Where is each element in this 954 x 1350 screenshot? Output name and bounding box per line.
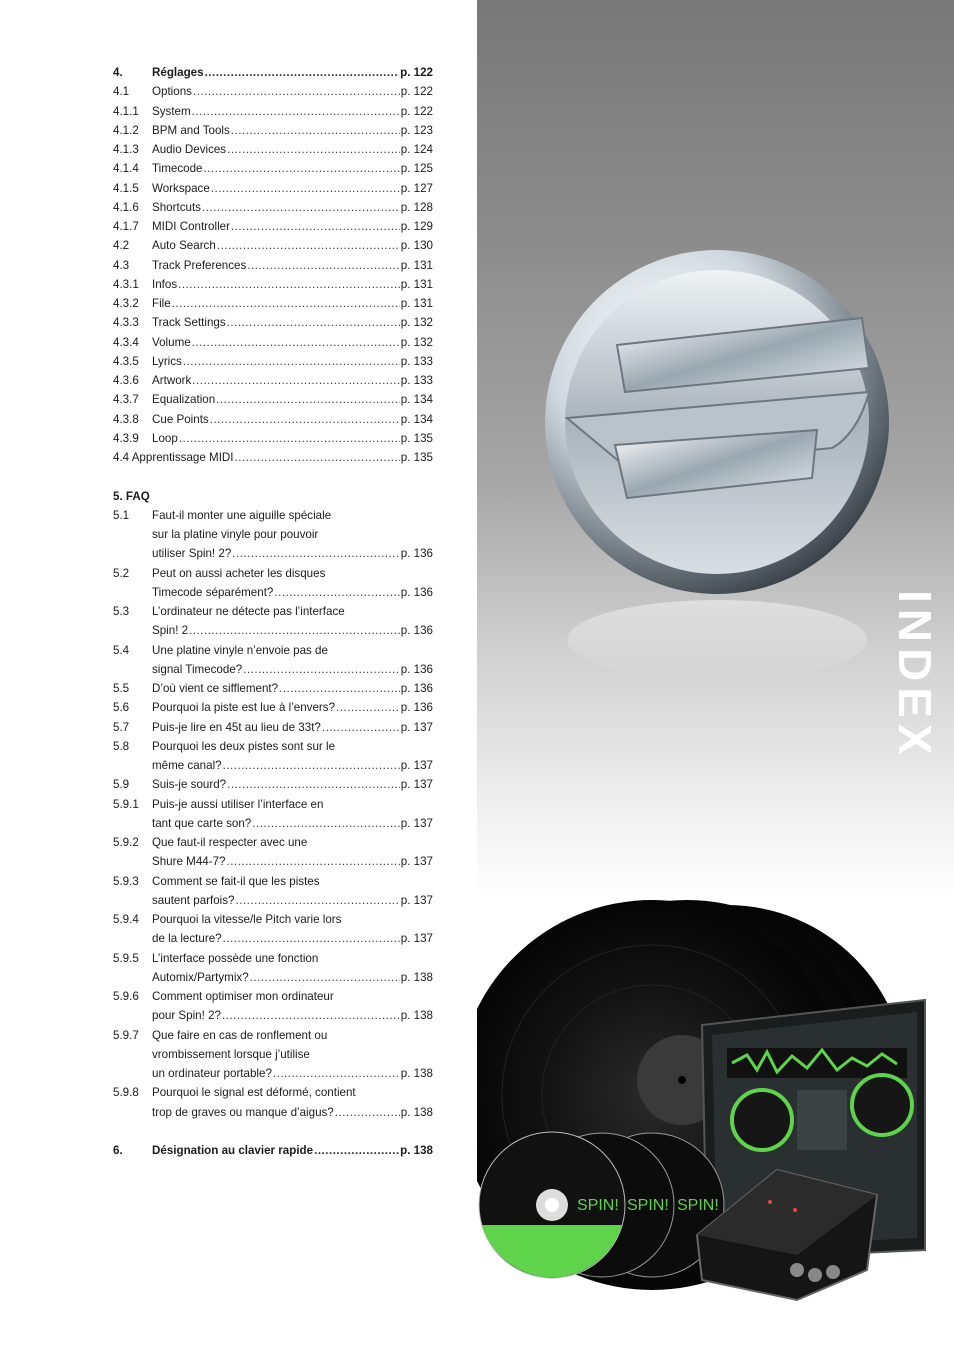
toc-leader-dots bbox=[247, 256, 399, 275]
toc-page-number: p. 133 bbox=[400, 374, 433, 387]
toc-leader-dots bbox=[203, 159, 399, 178]
toc-page-number: p. 136 bbox=[400, 624, 433, 638]
toc-entry bbox=[113, 410, 433, 429]
toc-number: 5.4 bbox=[113, 643, 130, 657]
toc-title: Audio Devices bbox=[152, 143, 227, 156]
toc-leader-dots bbox=[335, 1103, 400, 1122]
toc-entry bbox=[113, 949, 433, 968]
toc-leader-dots bbox=[236, 891, 400, 910]
toc-number: 4. bbox=[113, 66, 123, 79]
cd-label-1: SPIN! bbox=[577, 1197, 619, 1214]
toc-leader-dots bbox=[202, 198, 400, 217]
toc-page-number: p. 136 bbox=[400, 662, 433, 676]
toc-page-number: p. 136 bbox=[400, 682, 433, 695]
toc-page-number: p. 132 bbox=[400, 335, 433, 349]
toc-entry bbox=[113, 910, 433, 929]
toc-title: BPM and Tools bbox=[152, 123, 230, 137]
toc-leader-dots bbox=[189, 621, 400, 640]
toc-page-number: p. 132 bbox=[400, 316, 433, 330]
toc-number: 5.9.5 bbox=[113, 951, 139, 965]
toc-leader-dots bbox=[227, 775, 400, 794]
toc-page-number: p. 135 bbox=[400, 451, 433, 464]
toc-number: 5.9.7 bbox=[113, 1028, 139, 1042]
toc-page-number: p. 123 bbox=[400, 123, 433, 137]
toc-leader-dots bbox=[211, 179, 400, 198]
toc-title: signal Timecode? bbox=[152, 662, 243, 676]
cd-label-2: SPIN! bbox=[627, 1197, 669, 1214]
toc-entry bbox=[113, 82, 433, 101]
toc-entry bbox=[113, 621, 433, 640]
toc-page-number: p. 138 bbox=[400, 1144, 433, 1157]
toc-number: 4.1.2 bbox=[113, 123, 139, 137]
toc-page-number: p. 131 bbox=[400, 258, 433, 272]
toc-title: Suis-je sourd? bbox=[152, 778, 227, 792]
toc-entry bbox=[113, 506, 433, 525]
cd-label-3: SPIN! bbox=[677, 1197, 719, 1214]
toc-entry bbox=[113, 544, 433, 563]
toc-entry bbox=[113, 371, 433, 390]
toc-number: 4.1.1 bbox=[113, 104, 139, 118]
toc-title: Infos bbox=[152, 277, 178, 291]
toc-number: 4.3.9 bbox=[113, 431, 139, 445]
toc-number: 4.1.6 bbox=[113, 200, 139, 214]
toc-title: Puis-je lire en 45t au lieu de 33t? bbox=[152, 720, 321, 734]
toc-entry bbox=[113, 602, 433, 621]
toc-title: vrombissement lorsque j’utilise bbox=[152, 1047, 310, 1061]
toc-title: Pourquoi la vitesse/le Pitch varie lors bbox=[152, 913, 342, 926]
toc-entry bbox=[113, 833, 433, 852]
toc-title: Workspace bbox=[152, 181, 210, 195]
toc-page-number: p. 137 bbox=[400, 759, 433, 772]
toc-entry bbox=[113, 929, 433, 948]
toc-title: Faut-il monter une aiguille spéciale bbox=[152, 508, 332, 522]
toc-leader-dots bbox=[172, 294, 400, 313]
toc-number: 4.3.4 bbox=[113, 335, 139, 349]
toc-number: 4.3 bbox=[113, 258, 130, 272]
toc-page-number: p. 124 bbox=[400, 143, 433, 156]
toc-entry bbox=[113, 814, 433, 833]
toc-number: 5.9.2 bbox=[113, 836, 139, 849]
toc-title: System bbox=[152, 104, 191, 118]
toc-title: Comment se fait-il que les pistes bbox=[152, 874, 320, 888]
toc-page-number: p. 138 bbox=[400, 1009, 433, 1023]
toc-entry bbox=[113, 1141, 433, 1160]
toc-entry bbox=[113, 121, 433, 140]
toc-leader-dots bbox=[322, 718, 400, 737]
cd-discs bbox=[479, 1132, 724, 1278]
toc-leader-dots bbox=[192, 333, 400, 352]
toc-leader-dots bbox=[227, 140, 400, 159]
toc-number: 4.3.8 bbox=[113, 412, 139, 426]
toc-page-number: p. 136 bbox=[400, 701, 433, 715]
toc-leader-dots bbox=[223, 929, 400, 948]
toc-leader-dots bbox=[216, 390, 400, 409]
toc-leader-dots bbox=[235, 448, 400, 467]
toc-leader-dots bbox=[217, 236, 400, 255]
toc-page-number: p. 136 bbox=[400, 547, 433, 561]
toc-number: 5.3 bbox=[113, 605, 130, 618]
toc-entry bbox=[113, 872, 433, 891]
toc-entry bbox=[113, 140, 433, 159]
toc-entry bbox=[113, 217, 433, 236]
toc-number: 5.2 bbox=[113, 566, 130, 580]
toc-number: 4.1.4 bbox=[113, 162, 139, 176]
toc-page-number: p. 138 bbox=[400, 1067, 433, 1080]
toc-title: pour Spin! 2? bbox=[152, 1009, 221, 1023]
toc-leader-dots bbox=[178, 275, 400, 294]
toc-number: 5.9.6 bbox=[113, 990, 139, 1003]
toc-entry bbox=[113, 390, 433, 409]
toc-title: utiliser Spin! 2? bbox=[152, 547, 232, 561]
toc-entry bbox=[113, 198, 433, 217]
toc-title: L’interface possède une fonction bbox=[152, 951, 319, 965]
toc-title: Peut on aussi acheter les disques bbox=[152, 566, 326, 580]
toc-number: 4.3.5 bbox=[113, 354, 139, 368]
toc-page-number: p. 133 bbox=[400, 354, 433, 368]
toc-leader-dots bbox=[192, 371, 399, 390]
toc-number: 4.3.6 bbox=[113, 374, 139, 387]
toc-number: 5.7 bbox=[113, 720, 130, 734]
toc-entry bbox=[113, 737, 433, 756]
toc-number: 4.1.3 bbox=[113, 143, 139, 156]
toc-page-number: p. 137 bbox=[400, 720, 433, 734]
toc-title: Puis-je aussi utiliser l’interface en bbox=[152, 797, 324, 811]
toc-page-number: p. 137 bbox=[400, 778, 433, 792]
toc-title: Equalization bbox=[152, 393, 216, 407]
toc-entry bbox=[113, 487, 433, 506]
toc-title: MIDI Controller bbox=[152, 220, 230, 233]
toc-title: Timecode bbox=[152, 162, 203, 176]
toc-page-number: p. 134 bbox=[400, 393, 433, 407]
toc-leader-dots bbox=[273, 1064, 400, 1083]
toc-title: sautent parfois? bbox=[152, 893, 235, 907]
toc-title: de la lecture? bbox=[152, 932, 222, 946]
toc-page-number: p. 122 bbox=[400, 104, 433, 118]
toc-entry bbox=[113, 1083, 433, 1102]
toc-number: 5.9.4 bbox=[113, 913, 139, 926]
toc-entry bbox=[113, 564, 433, 583]
toc-title: 5. FAQ bbox=[113, 489, 150, 503]
toc-number: 6. bbox=[113, 1144, 123, 1157]
toc-title: même canal? bbox=[152, 759, 222, 772]
toc-page-number: p. 137 bbox=[400, 932, 433, 946]
toc-number: 5.9.1 bbox=[113, 797, 139, 811]
toc-title: Pourquoi les deux pistes sont sur le bbox=[152, 739, 336, 753]
toc-entry bbox=[113, 775, 433, 794]
toc-title: Timecode séparément? bbox=[152, 585, 274, 599]
toc-page-number: p. 129 bbox=[400, 220, 433, 233]
toc-leader-dots bbox=[192, 102, 400, 121]
toc-title: 4.4 Apprentissage MIDI bbox=[113, 451, 234, 464]
toc-entry bbox=[113, 1064, 433, 1083]
toc-number: 4.3.1 bbox=[113, 277, 139, 291]
toc-title: sur la platine vinyle pour pouvoir bbox=[152, 528, 319, 541]
toc-number: 5.1 bbox=[113, 508, 130, 522]
toc-entry bbox=[113, 795, 433, 814]
toc-entry bbox=[113, 1103, 433, 1122]
toc-entry bbox=[113, 891, 433, 910]
toc-number: 5.9.3 bbox=[113, 874, 139, 888]
toc-number: 5.6 bbox=[113, 701, 130, 715]
toc-entry bbox=[113, 333, 433, 352]
toc-title: Lyrics bbox=[152, 354, 182, 368]
toc-leader-dots bbox=[205, 63, 400, 82]
toc-title: Comment optimiser mon ordinateur bbox=[152, 990, 334, 1003]
toc-title: Shortcuts bbox=[152, 200, 201, 214]
toc-entry bbox=[113, 352, 433, 371]
toc-title: L’ordinateur ne détecte pas l’interface bbox=[152, 605, 345, 618]
toc-title: Volume bbox=[152, 335, 191, 349]
toc-title: Que faut-il respecter avec une bbox=[152, 836, 308, 849]
toc-page-number: p. 131 bbox=[400, 277, 433, 291]
toc-entry bbox=[113, 718, 433, 737]
toc-title: Spin! 2 bbox=[152, 624, 189, 638]
toc-number: 4.1.5 bbox=[113, 181, 139, 195]
toc-entry bbox=[113, 756, 433, 775]
toc-title: Une platine vinyle n’envoie pas de bbox=[152, 643, 328, 657]
toc-spacer bbox=[113, 467, 433, 486]
toc-entry bbox=[113, 313, 433, 332]
toc-entry bbox=[113, 525, 433, 544]
toc-entry bbox=[113, 641, 433, 660]
toc-title: Track Settings bbox=[152, 316, 226, 330]
toc-title: Pourquoi le signal est déformé, contient bbox=[152, 1086, 356, 1100]
toc-page-number: p. 127 bbox=[400, 181, 433, 195]
toc-page-number: p. 125 bbox=[400, 162, 433, 176]
toc-entry bbox=[113, 987, 433, 1006]
toc-number: 5.5 bbox=[113, 682, 130, 695]
toc-entry bbox=[113, 256, 433, 275]
toc-title: Shure M44-7? bbox=[152, 855, 226, 869]
product-artwork bbox=[477, 0, 954, 1350]
toc-page-number: p. 134 bbox=[400, 412, 433, 426]
toc-page-number: p. 137 bbox=[400, 816, 433, 830]
toc-entry bbox=[113, 968, 433, 987]
toc-leader-dots bbox=[252, 814, 400, 833]
toc-entry bbox=[113, 448, 433, 467]
toc-leader-dots bbox=[243, 660, 400, 679]
toc-page-number: p. 136 bbox=[400, 585, 433, 599]
toc-title: Auto Search bbox=[152, 239, 216, 253]
toc-page-number: p. 122 bbox=[400, 85, 433, 99]
toc-number: 4.3.7 bbox=[113, 393, 139, 407]
toc-leader-dots bbox=[227, 313, 400, 332]
toc-page-number: p. 128 bbox=[400, 200, 433, 214]
toc-entry bbox=[113, 583, 433, 602]
toc-title: Automix/Partymix? bbox=[152, 970, 249, 984]
toc-leader-dots bbox=[250, 968, 400, 987]
toc-title: Artwork bbox=[152, 374, 192, 387]
toc-entry bbox=[113, 852, 433, 871]
toc-entry bbox=[113, 102, 433, 121]
toc-leader-dots bbox=[274, 583, 399, 602]
toc-leader-dots bbox=[179, 429, 400, 448]
toc-entry bbox=[113, 63, 433, 82]
toc-entry bbox=[113, 429, 433, 448]
toc-leader-dots bbox=[279, 679, 400, 698]
toc-page-number: p. 122 bbox=[400, 66, 433, 79]
reloop-logo bbox=[545, 250, 889, 680]
toc-number: 4.3.3 bbox=[113, 316, 139, 330]
toc-page-number: p. 138 bbox=[400, 970, 433, 984]
toc-entry bbox=[113, 698, 433, 717]
toc-page-number: p. 138 bbox=[400, 1105, 433, 1119]
toc-leader-dots bbox=[231, 121, 400, 140]
toc-number: 5.8 bbox=[113, 739, 130, 753]
toc-page-number: p. 135 bbox=[400, 431, 433, 445]
toc-title: Réglages bbox=[152, 66, 204, 79]
toc-title: Loop bbox=[152, 431, 178, 445]
toc-entry bbox=[113, 1006, 433, 1025]
toc-leader-dots bbox=[222, 1006, 400, 1025]
toc-leader-dots bbox=[232, 544, 400, 563]
toc-number: 4.2 bbox=[113, 239, 130, 253]
toc-title: tant que carte son? bbox=[152, 816, 252, 830]
toc-entry bbox=[113, 1045, 433, 1064]
toc-entry bbox=[113, 236, 433, 255]
toc-title: Track Preferences bbox=[152, 258, 247, 272]
toc-title: Que faire en cas de ronflement ou bbox=[152, 1028, 328, 1042]
toc-number: 5.9 bbox=[113, 778, 130, 792]
toc-title: D’où vient ce sifflement? bbox=[152, 682, 279, 695]
toc-leader-dots bbox=[314, 1141, 399, 1160]
toc-title: un ordinateur portable? bbox=[152, 1067, 272, 1080]
toc-entry bbox=[113, 294, 433, 313]
toc-page-number: p. 137 bbox=[400, 855, 433, 869]
toc-title: Cue Points bbox=[152, 412, 209, 426]
toc-entry bbox=[113, 660, 433, 679]
toc-number: 4.1.7 bbox=[113, 220, 139, 233]
toc-leader-dots bbox=[183, 352, 400, 371]
toc-leader-dots bbox=[210, 410, 400, 429]
toc-number: 4.1 bbox=[113, 85, 130, 99]
toc-page-number: p. 137 bbox=[400, 893, 433, 907]
toc-entry bbox=[113, 679, 433, 698]
toc-number: 4.3.2 bbox=[113, 297, 139, 310]
toc-title: Pourquoi la piste est lue à l’envers? bbox=[152, 701, 336, 715]
toc-title: File bbox=[152, 297, 171, 310]
toc-entry bbox=[113, 275, 433, 294]
toc-leader-dots bbox=[193, 82, 400, 101]
toc-title: trop de graves ou manque d’aigus? bbox=[152, 1105, 334, 1119]
toc-leader-dots bbox=[231, 217, 400, 236]
toc-entry bbox=[113, 1026, 433, 1045]
toc-page-number: p. 130 bbox=[400, 239, 433, 253]
toc-page-number: p. 131 bbox=[400, 297, 433, 310]
toc-spacer bbox=[113, 1122, 433, 1141]
toc-title: Désignation au clavier rapide bbox=[152, 1144, 314, 1157]
toc-leader-dots bbox=[226, 852, 399, 871]
toc-title: Options bbox=[152, 85, 192, 99]
toc-leader-dots bbox=[336, 698, 400, 717]
index-section-title: INDEX bbox=[889, 590, 941, 761]
toc-number: 5.9.8 bbox=[113, 1086, 139, 1100]
toc-leader-dots bbox=[223, 756, 400, 775]
toc-entry bbox=[113, 159, 433, 178]
toc-entry bbox=[113, 179, 433, 198]
table-of-contents bbox=[113, 63, 433, 1160]
